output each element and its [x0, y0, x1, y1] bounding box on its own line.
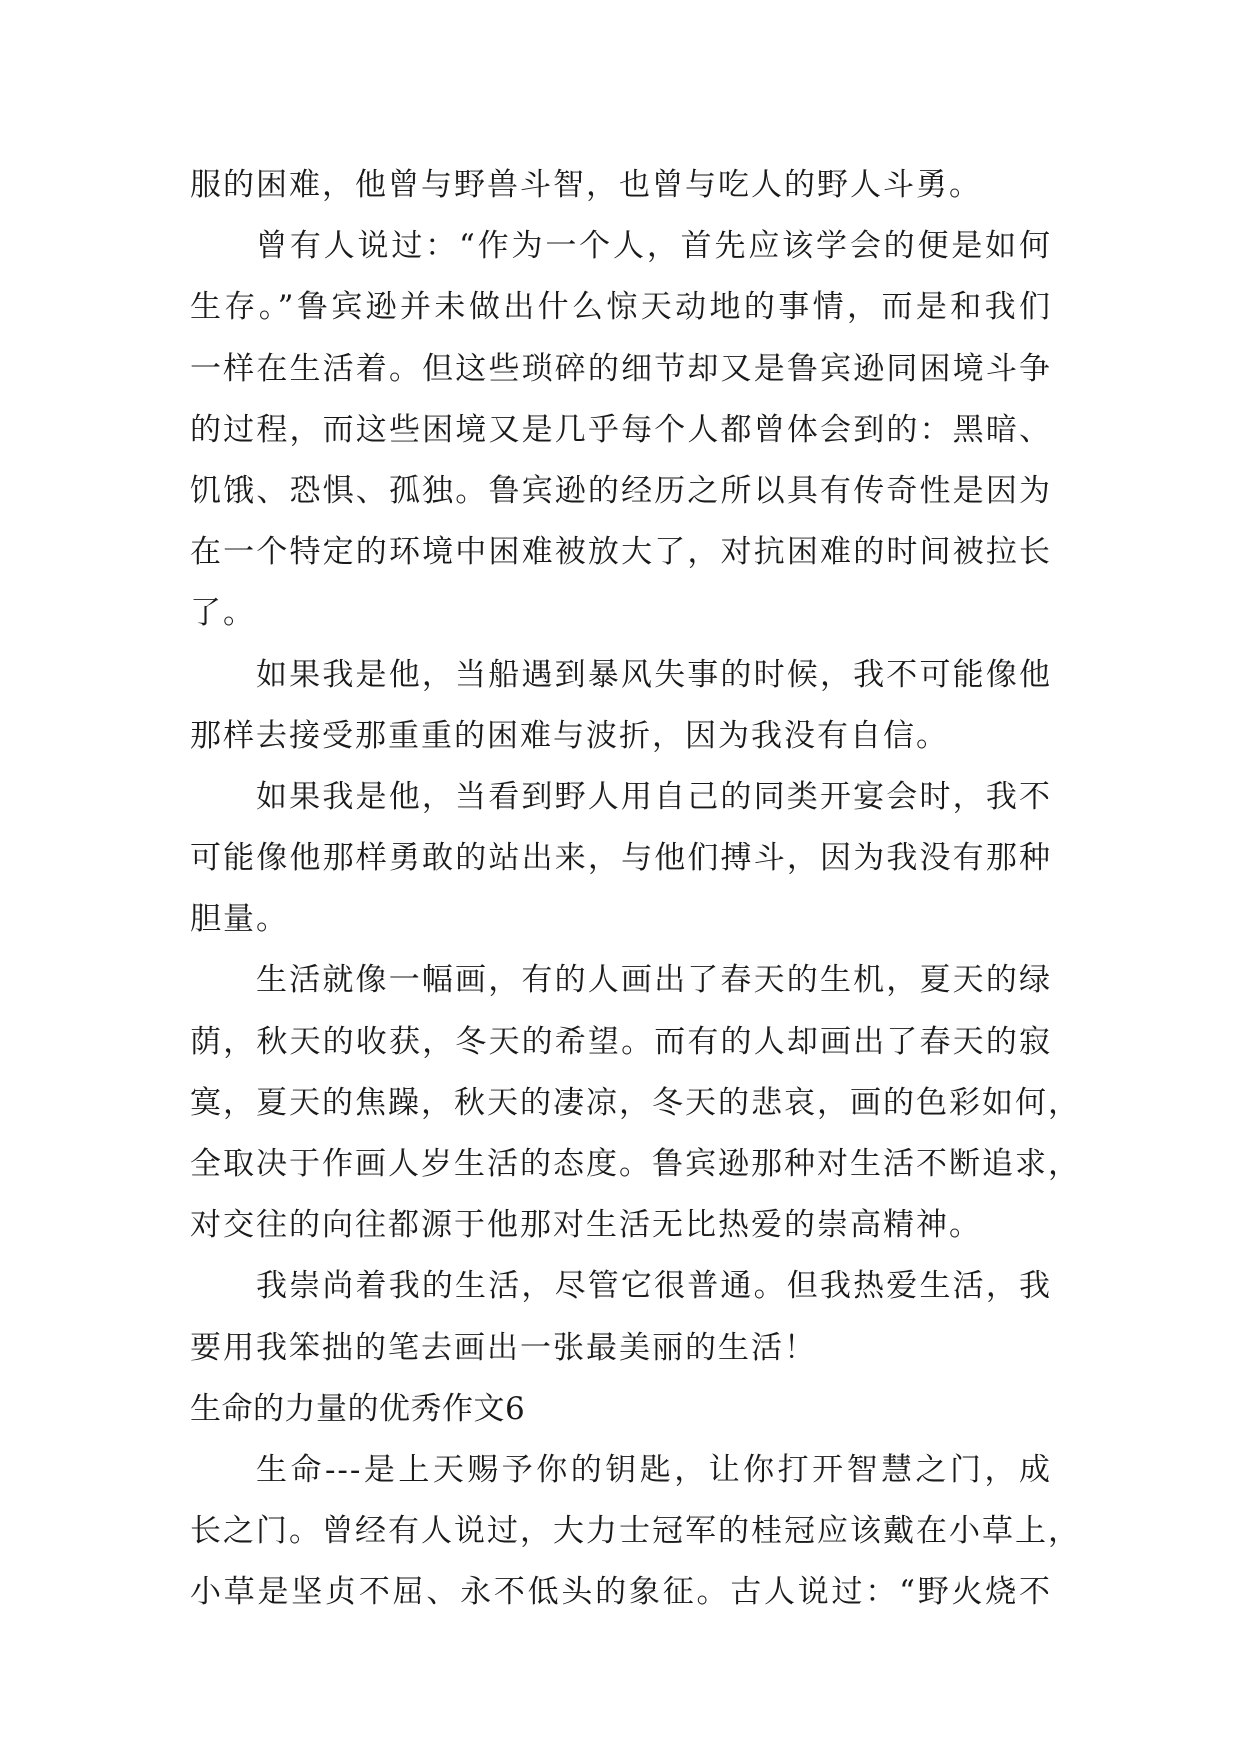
text-line: 胆量。	[190, 901, 289, 938]
text-line: 我崇尚着我的生活，尽管它很普通。但我热爱生活，我	[256, 1268, 1052, 1305]
section-heading: 生命的力量的优秀作文6	[190, 1390, 526, 1427]
text-line: 长之门。曾经有人说过，大力士冠军的桂冠应该戴在小草上，	[190, 1513, 1081, 1550]
text-line: 寞，夏天的焦躁，秋天的凄凉，冬天的悲哀，画的色彩如何，	[190, 1084, 1081, 1121]
text-line: 那样去接受那重重的困难与波折，因为我没有自信。	[190, 717, 949, 754]
text-line: 的过程，而这些困境又是几乎每个人都曾体会到的：黑暗、	[190, 411, 1052, 448]
text-line: 小草是坚贞不屈、永不低头的象征。古人说过：“野火烧不	[190, 1574, 1052, 1611]
text-line: 要用我笨拙的笔去画出一张最美丽的生活！	[190, 1329, 817, 1366]
text-line: 如果我是他，当看到野人用自己的同类开宴会时，我不	[256, 778, 1052, 815]
text-line: 生活就像一幅画，有的人画出了春天的生机，夏天的绿	[256, 962, 1052, 999]
text-line: 荫，秋天的收获，冬天的希望。而有的人却画出了春天的寂	[190, 1023, 1052, 1060]
text-line: 全取决于作画人岁生活的态度。鲁宾逊那种对生活不断追求，	[190, 1146, 1081, 1182]
text-line: 对交往的向往都源于他那对生活无比热爱的崇高精神。	[190, 1207, 982, 1244]
text-line: 生存。”鲁宾逊并未做出什么惊天动地的事情，而是和我们	[190, 289, 1052, 326]
text-line: 服的困难，他曾与野兽斗智，也曾与吃人的野人斗勇。	[190, 167, 982, 203]
text-line: 生命---是上天赐予你的钥匙，让你打开智慧之门，成	[256, 1451, 1052, 1488]
document-page	[190, 155, 1081, 1624]
text-line: 一样在生活着。但这些琐碎的细节却又是鲁宾逊同困境斗争	[190, 350, 1052, 387]
text-line: 曾有人说过：“作为一个人，首先应该学会的便是如何	[256, 228, 1052, 265]
text-line: 了。	[190, 595, 256, 632]
text-line: 在一个特定的环境中困难被放大了，对抗困难的时间被拉长	[190, 534, 1052, 571]
text-line: 饥饿、恐惧、孤独。鲁宾逊的经历之所以具有传奇性是因为	[190, 472, 1052, 509]
text-line: 如果我是他，当船遇到暴风失事的时候，我不可能像他	[256, 656, 1052, 693]
text-line: 可能像他那样勇敢的站出来，与他们搏斗，因为我没有那种	[190, 840, 1052, 877]
